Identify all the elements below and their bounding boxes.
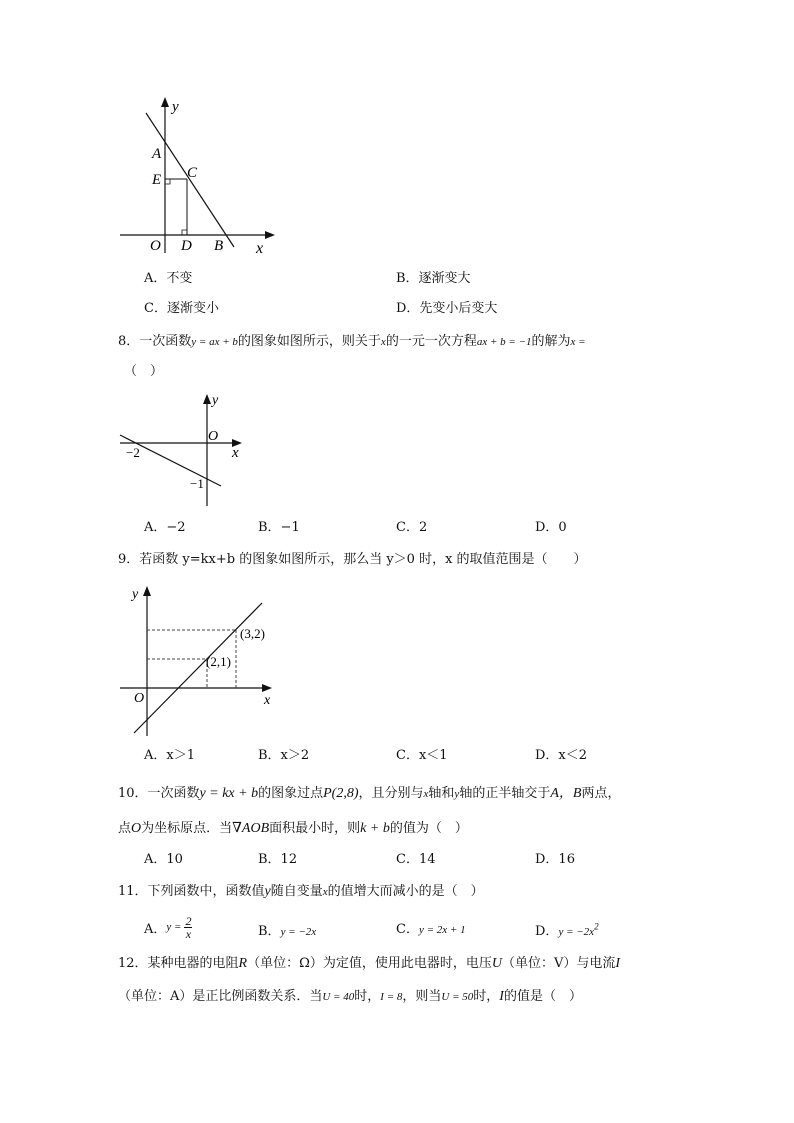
fig1-label-E: E (152, 172, 162, 188)
q10-triangle: ∇AOB (232, 821, 270, 836)
q8-option-b[interactable]: B．−1 (258, 520, 300, 535)
q7-option-c[interactable]: C．逐渐变小 (144, 301, 219, 316)
q12-question-line1: 12．某种电器的电阻R（单位：Ω）为定值，使用此电器时，电压U（单位：V）与电流I (118, 956, 621, 971)
q10-option-d[interactable]: D．16 (535, 852, 575, 867)
figure-q8-graph (110, 390, 250, 510)
q8-answer-paren: （ ） (124, 364, 164, 379)
q12-question-line2: （单位：A）是正比例函数关系．当U = 40时，I = 8，则当U = 50时，I的值是（ ） (118, 989, 582, 1004)
q7-option-d[interactable]: D．先变小后变大 (396, 301, 498, 316)
q7-option-a[interactable]: A．不变 (144, 271, 193, 286)
q10-question-line2: 点O为坐标原点．当∇AOB面积最小时，则k + b的值为（ ） (118, 821, 468, 836)
fig3-label-x: x (264, 693, 271, 708)
q8-eq3: x = (570, 336, 586, 348)
fig2-label-minus2: −2 (126, 445, 140, 460)
q11-option-a[interactable]: A． y = $\frac{2}{x}$ (144, 913, 192, 941)
q8-eq2: ax + b = −1 (476, 336, 532, 348)
q9-option-b[interactable]: B．x＞2 (258, 748, 310, 763)
q8-option-a[interactable]: A．−2 (144, 520, 186, 535)
fig3-point-3-2: (3,2) (240, 626, 265, 641)
fig2-label-O: O (208, 429, 219, 444)
q8-option-d[interactable]: D．0 (535, 520, 567, 535)
fig1-label-B: B (214, 238, 224, 254)
q10-question-line1: 10．一次函数y = kx + b的图象过点P(2,8)，且分别与x轴和y轴的正半轴交于A，B两点， (118, 786, 621, 801)
fig1-label-O: O (150, 238, 161, 254)
fig1-label-C: C (187, 165, 198, 181)
fig1-label-y: y (172, 99, 179, 115)
fig2-label-x: x (232, 445, 239, 461)
q10-point: P(2,8) (323, 786, 359, 801)
fig1-label-D: D (181, 238, 192, 254)
q11-option-b[interactable]: B．y = −2x (258, 924, 317, 939)
figure-q9-graph (110, 580, 280, 740)
fig3-point-2-1: (2,1) (206, 654, 231, 669)
fig3-label-O: O (134, 691, 145, 706)
q10-option-b[interactable]: B．12 (258, 852, 298, 867)
q11-question: 11．下列函数中，函数值y随自变量x的值增大而减小的是（ ） (118, 884, 484, 899)
q10-eq: y = kx + b (199, 786, 259, 801)
q8-question: 8．一次函数y = ax + b的图象如图所示，则关于x的一元一次方程ax + b = −1的解为x = (118, 334, 586, 349)
fig3-label-y: y (132, 587, 139, 602)
fig1-label-x: x (256, 240, 264, 257)
q11-option-d[interactable]: D．$y = -2x^2$ (535, 921, 599, 939)
q10-option-a[interactable]: A．10 (144, 852, 183, 867)
fig1-label-A: A (152, 146, 162, 162)
q8-option-c[interactable]: C．2 (396, 520, 428, 535)
q9-option-a[interactable]: A．x＞1 (144, 748, 195, 763)
q7-option-b[interactable]: B．逐渐变大 (396, 271, 471, 286)
fig2-label-y: y (212, 393, 219, 408)
q11-option-c[interactable]: C．y = 2x + 1 (396, 922, 466, 937)
q11-option-a-fraction: $\frac{2}{x}$ (185, 913, 192, 941)
fig2-label-minus1: −1 (190, 476, 204, 491)
q9-option-c[interactable]: C．x＜1 (396, 748, 448, 763)
figure-q7-graph (110, 95, 280, 260)
q8-eq: y = ax + b (191, 336, 238, 348)
q10-option-c[interactable]: C．14 (396, 852, 436, 867)
q8-var: x (380, 336, 386, 348)
q9-option-d[interactable]: D．x＜2 (535, 748, 588, 763)
q9-question: 9．若函数 y=kx+b 的图象如图所示，那么当 y＞0 时，x 的取值范围是（ ） (118, 552, 587, 567)
